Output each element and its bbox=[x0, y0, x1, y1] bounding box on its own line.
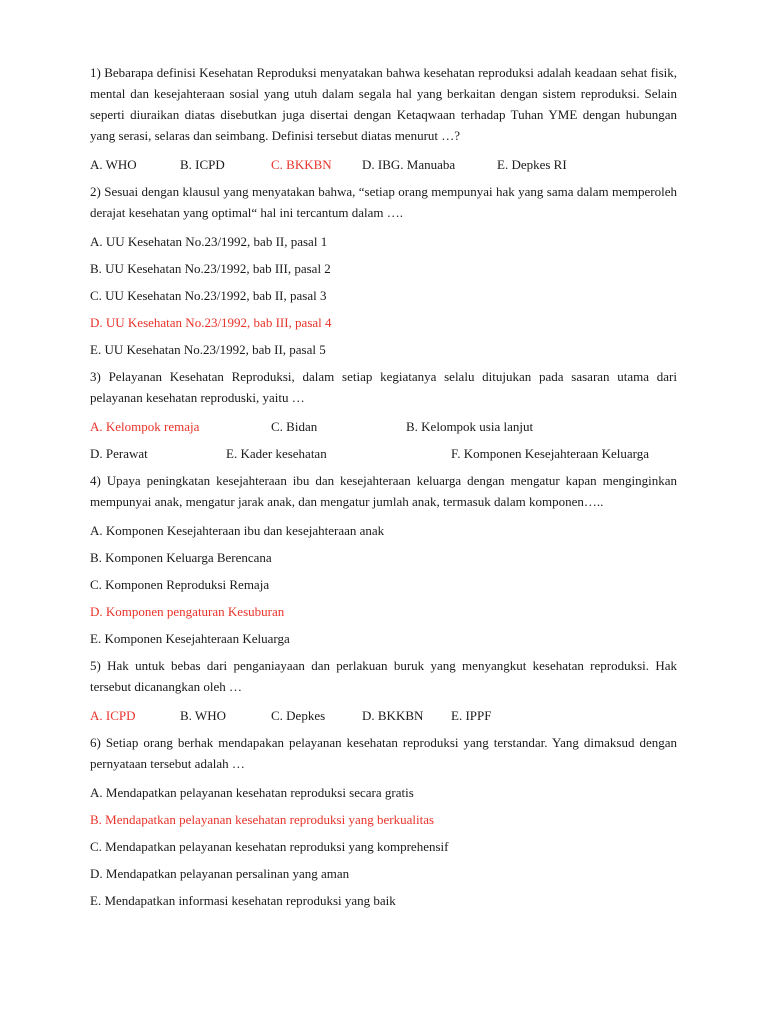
q1-option-a: A. WHO bbox=[90, 157, 137, 172]
q5-option-a-answer: A. ICPD bbox=[90, 708, 136, 723]
q6-option-b-answer: B. Mendapatkan pelayanan kesehatan reproduksi yang berkualitas bbox=[90, 812, 435, 827]
q3-options-row-2 bbox=[90, 443, 677, 464]
q1-option-e: E. Depkes RI bbox=[497, 157, 567, 172]
q5-option-d: D. BKKBN bbox=[362, 708, 424, 723]
q4-option-c: C. Komponen Reproduksi Remaja bbox=[90, 577, 270, 592]
q3-option-d: D. Perawat bbox=[90, 446, 148, 461]
q5-option-b: B. WHO bbox=[180, 708, 226, 723]
q2-option-e: E. UU Kesehatan No.23/1992, bab II, pasal 5 bbox=[90, 342, 326, 357]
q4-option-a: A. Komponen Kesejahteraan ibu dan kesejahteraan anak bbox=[90, 523, 385, 538]
q4-option-d-answer: D. Komponen pengaturan Kesuburan bbox=[90, 604, 285, 619]
q1-option-d: D. IBG. Manuaba bbox=[362, 157, 456, 172]
question-6: 6) Setiap orang berhak mendapakan pelayanan kesehatan reproduksi yang terstandar. Yang dimaksud dengan pernyataan tersebut adalah … bbox=[90, 735, 677, 771]
q6-option-d: D. Mendapatkan pelayanan persalinan yang aman bbox=[90, 866, 350, 881]
q2-option-a: A. UU Kesehatan No.23/1992, bab II, pasal 1 bbox=[90, 234, 328, 249]
q1-option-c-answer: C. BKKBN bbox=[271, 157, 332, 172]
q3-option-c: C. Bidan bbox=[271, 419, 318, 434]
question-3: 3) Pelayanan Kesehatan Reproduksi, dalam setiap kegiatanya selalu ditujukan pada sasaran utama dari pelayanan kesehatan reproduski, yaitu … bbox=[90, 369, 677, 405]
q3-option-e: E. Kader kesehatan bbox=[226, 446, 327, 461]
q4-option-e: E. Komponen Kesejahteraan Keluarga bbox=[90, 631, 290, 646]
question-4: 4) Upaya peningkatan kesejahteraan ibu dan kesejahteraan keluarga dengan mengatur kapan menginginkan mempunyai anak, mengatur jarak anak, dan mengatur jumlah anak, termasuk dalam komponen….. bbox=[90, 473, 677, 509]
q2-option-c: C. UU Kesehatan No.23/1992, bab II, pasal 3 bbox=[90, 288, 327, 303]
q6-option-a: A. Mendapatkan pelayanan kesehatan reproduksi secara gratis bbox=[90, 785, 414, 800]
q1-option-b: B. ICPD bbox=[180, 157, 225, 172]
q4-option-b: B. Komponen Keluarga Berencana bbox=[90, 550, 272, 565]
q2-option-d-answer: D. UU Kesehatan No.23/1992, bab III, pasal 4 bbox=[90, 315, 332, 330]
question-1-options bbox=[90, 154, 677, 175]
question-2: 2) Sesuai dengan klausul yang menyatakan bahwa, “setiap orang mempunyai hak yang sama dalam memperoleh derajat kesehatan yang optimal“ hal ini tercantum dalam …. bbox=[90, 184, 677, 220]
q6-option-c: C. Mendapatkan pelayanan kesehatan reproduksi yang komprehensif bbox=[90, 839, 449, 854]
q6-option-e: E. Mendapatkan informasi kesehatan reproduksi yang baik bbox=[90, 893, 396, 908]
q2-option-b: B. UU Kesehatan No.23/1992, bab III, pasal 2 bbox=[90, 261, 331, 276]
q3-option-f: F. Komponen Kesejahteraan Keluarga bbox=[451, 446, 649, 461]
document-page bbox=[90, 62, 677, 917]
q5-option-c: C. Depkes bbox=[271, 708, 326, 723]
q3-options-row-1 bbox=[90, 416, 677, 437]
q3-option-a-answer: A. Kelompok remaja bbox=[90, 419, 200, 434]
question-5-options bbox=[90, 705, 677, 726]
q3-option-b: B. Kelompok usia lanjut bbox=[406, 419, 534, 434]
q5-option-e: E. IPPF bbox=[451, 708, 492, 723]
question-5: 5) Hak untuk bebas dari penganiayaan dan perlakuan buruk yang menyangkut kesehatan reproduksi. Hak tersebut dicanangkan oleh … bbox=[90, 658, 677, 694]
question-1: 1) Bebarapa definisi Kesehatan Reproduksi menyatakan bahwa kesehatan reproduksi adalah keadaan sehat fisik, mental dan kesejahteraan sosial yang utuh dalam segala hal yang berkaitan dengan sistem reproduksi. Selain seperti diuraikan diatas disebutkan juga disertai dengan Ketaqwaan terhadap Tuhan YME dengan hubungan yang serasi, selaras dan seimbang. Definisi tersebut diatas menurut …? bbox=[90, 65, 677, 143]
